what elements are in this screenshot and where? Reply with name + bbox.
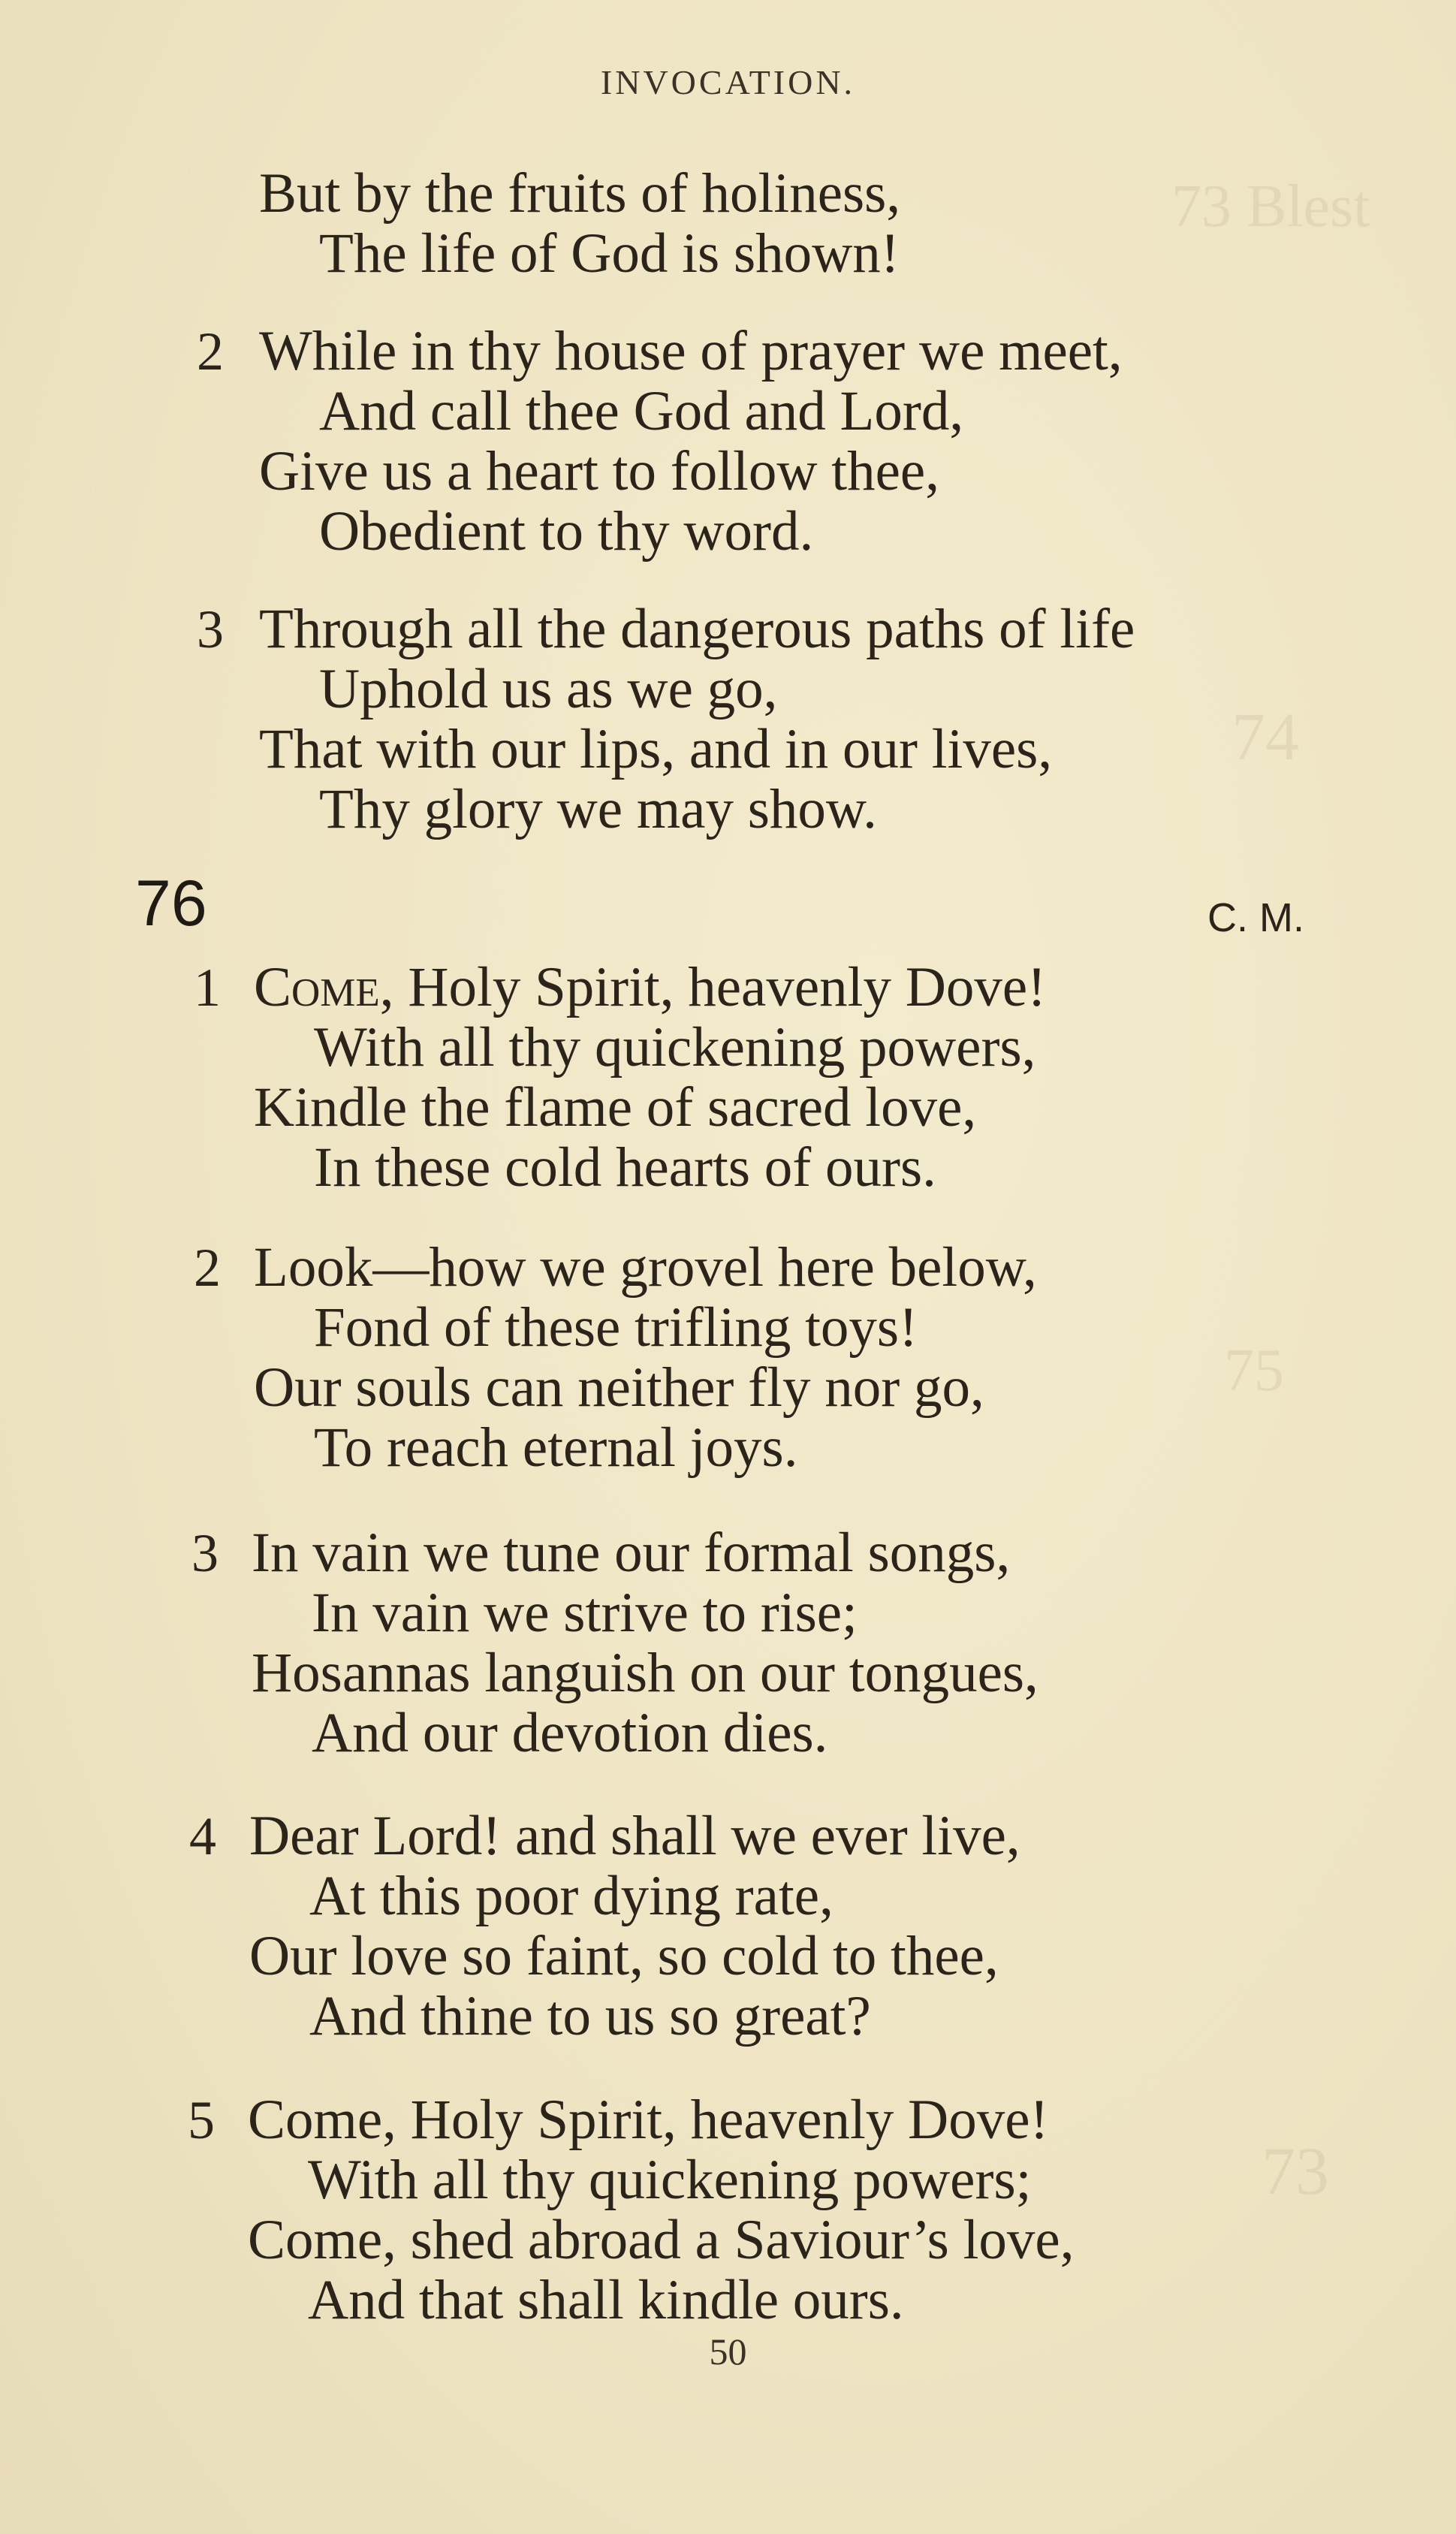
show-through-text: 73 — [1262, 2134, 1329, 2209]
show-through-text: 74 — [1231, 700, 1299, 774]
verse-line: And that shall kindle ours. — [308, 2269, 904, 2331]
verse-line: Hosannas languish on our tongues, — [252, 1642, 1038, 1704]
verse-line: At this poor dying rate, — [309, 1865, 834, 1927]
stanza-number: 3 — [197, 599, 224, 659]
verse-line: In these cold hearts of ours. — [314, 1136, 936, 1199]
stanza-number: 2 — [194, 1238, 221, 1298]
verse-line: In vain we tune our formal songs, — [252, 1522, 1011, 1584]
verse-line: Thy glory we may show. — [319, 778, 877, 840]
verse-line: But by the fruits of holiness, — [259, 162, 901, 225]
verse-line: Dear Lord! and shall we ever live, — [249, 1805, 1020, 1867]
verse-line: With all thy quickening powers; — [308, 2149, 1032, 2211]
page-number: 50 — [709, 2330, 747, 2373]
verse-line: Fond of these trifling toys! — [314, 1296, 918, 1359]
verse-line: And call thee God and Lord, — [319, 380, 964, 442]
verse-line: Come, Holy Spirit, heavenly Dove! — [248, 2089, 1049, 2151]
stanza-number: 2 — [197, 321, 224, 382]
verse-line: Obedient to thy word. — [319, 500, 814, 563]
hymn-number: 76 — [135, 867, 207, 940]
verse-line — [254, 958, 1046, 1018]
verse-line: Look—how we grovel here below, — [254, 1236, 1037, 1299]
verse-line: While in thy house of prayer we meet, — [259, 320, 1123, 382]
hymn-meter: C. M. — [1207, 895, 1304, 940]
verse-line: Through all the dangerous paths of life — [259, 598, 1135, 660]
first-word-smallcaps: Come, — [254, 956, 394, 1018]
first-line-rest: Holy Spirit, heavenly Dove! — [393, 956, 1047, 1018]
page-header: INVOCATION. — [600, 63, 856, 101]
stanza-number: 1 — [194, 958, 221, 1018]
verse-line: Our souls can neither fly nor go, — [254, 1356, 984, 1419]
verse-line: In vain we strive to rise; — [312, 1582, 858, 1644]
verse-line: Give us a heart to follow thee, — [259, 440, 939, 502]
verse-line: Our love so faint, so cold to thee, — [249, 1925, 999, 1987]
verse-line: Come, shed abroad a Saviour’s love, — [248, 2209, 1075, 2271]
verse-line: And thine to us so great? — [309, 1985, 871, 2047]
verse-line: With all thy quickening powers, — [314, 1016, 1036, 1078]
verse-line: That with our lips, and in our lives, — [259, 718, 1053, 780]
verse-line: Uphold us as we go, — [319, 658, 778, 720]
verse-line: Kindle the flame of sacred love, — [254, 1076, 977, 1139]
stanza-number: 3 — [191, 1523, 219, 1583]
verse-line: The life of God is shown! — [319, 222, 900, 285]
verse-line: And our devotion dies. — [312, 1702, 828, 1764]
show-through-text: 75 — [1224, 1338, 1284, 1404]
verse-line: To reach eternal joys. — [314, 1416, 798, 1479]
show-through-text: 73 Blest — [1171, 173, 1370, 240]
stanza-number: 5 — [188, 2090, 215, 2150]
stanza-number: 4 — [189, 1806, 216, 1866]
